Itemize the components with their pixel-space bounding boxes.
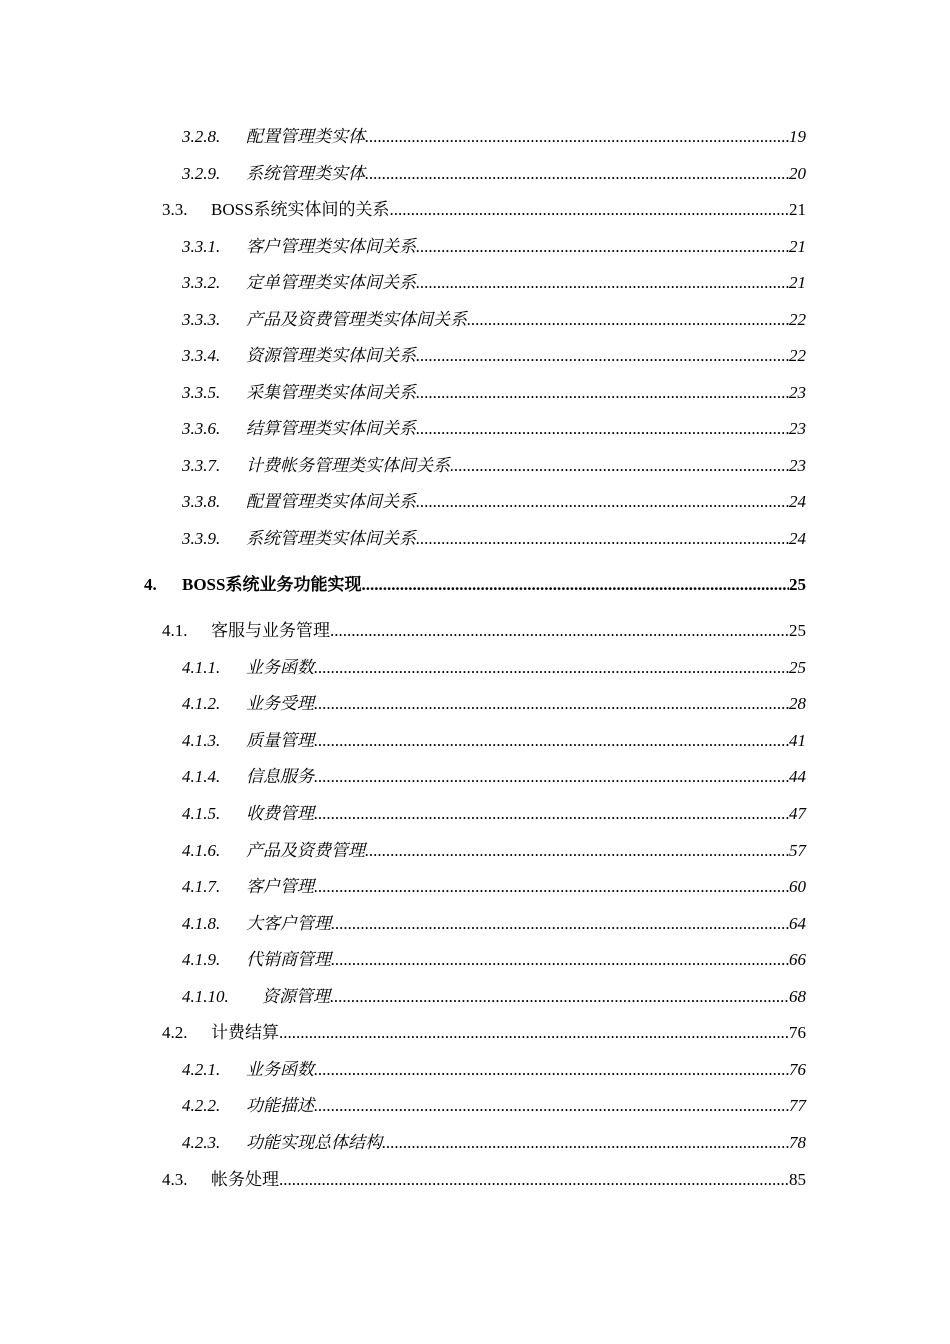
toc-dot-leader: [416, 380, 789, 406]
toc-entry-3-3-1[interactable]: [182, 234, 806, 260]
toc-dot-leader: [314, 728, 789, 754]
toc-entry-4-1-10[interactable]: [182, 984, 806, 1010]
toc-entry-title: 大客户管理: [246, 914, 331, 933]
toc-entry-title: BOSS系统实体间的关系: [211, 200, 390, 219]
toc-entry-title: 计费帐务管理类实体间关系: [246, 456, 450, 475]
toc-entry-number: 4.1.5.: [182, 804, 221, 823]
toc-entry-title: 采集管理类实体间关系: [246, 383, 416, 402]
toc-dot-leader: [382, 1130, 789, 1156]
toc-entry-3-3-9[interactable]: [182, 526, 806, 552]
toc-entry-3-3-5[interactable]: [182, 380, 806, 406]
toc-entry-4-1-8[interactable]: [182, 911, 806, 937]
toc-entry-page: 24: [789, 529, 806, 548]
toc-entry-number: 4.1.2.: [182, 694, 221, 713]
toc-entry-title: 配置管理类实体间关系: [246, 492, 416, 511]
toc-entry-page: 66: [789, 950, 806, 969]
toc-entry-3-3-3[interactable]: [182, 307, 806, 333]
toc-entry-page: 19: [789, 127, 806, 146]
toc-entry-page: 28: [789, 694, 806, 713]
toc-dot-leader: [314, 801, 789, 827]
toc-entry-title: 产品及资费管理: [246, 841, 365, 860]
toc-entry-number: 4.1.4.: [182, 767, 221, 786]
toc-entry-page: 76: [789, 1060, 806, 1079]
toc-entry-number: 4.1.6.: [182, 841, 221, 860]
toc-entry-title: 定单管理类实体间关系: [246, 273, 416, 292]
toc-entry-page: 76: [789, 1023, 806, 1042]
toc-entry-title: 信息服务: [246, 767, 314, 786]
toc-entry-title: 业务函数: [246, 658, 314, 677]
toc-entry-3-3-6[interactable]: [182, 416, 806, 442]
toc-entry-4-1-9[interactable]: [182, 947, 806, 973]
toc-dot-leader: [279, 1020, 789, 1046]
toc-dot-leader: [450, 453, 789, 479]
toc-entry-4-1-6[interactable]: [182, 838, 806, 864]
toc-entry-title: 配置管理类实体: [246, 127, 365, 146]
toc-entry-title: 系统管理类实体: [246, 164, 365, 183]
toc-entry-title: 结算管理类实体间关系: [246, 419, 416, 438]
toc-entry-title: 功能实现总体结构: [246, 1133, 382, 1152]
toc-entry-page: 20: [789, 164, 806, 183]
toc-entry-page: 25: [789, 658, 806, 677]
toc-entry-4-2[interactable]: [162, 1020, 806, 1046]
toc-entry-page: 60: [789, 877, 806, 896]
toc-entry-title: 资源管理类实体间关系: [246, 346, 416, 365]
toc-entry-title: 收费管理: [246, 804, 314, 823]
toc-entry-4-3[interactable]: [162, 1167, 806, 1193]
toc-entry-3-3-7[interactable]: [182, 453, 806, 479]
toc-entry-page: 22: [789, 346, 806, 365]
toc-entry-number: 4.2.2.: [182, 1096, 221, 1115]
toc-entry-page: 25: [789, 575, 806, 594]
toc-entry-title: 代销商管理: [246, 950, 331, 969]
toc-entry-4-1-1[interactable]: [182, 655, 806, 681]
toc-dot-leader: [416, 489, 789, 515]
toc-entry-page: 64: [789, 914, 806, 933]
toc-entry-3-3-2[interactable]: [182, 270, 806, 296]
toc-entry-3-3-4[interactable]: [182, 343, 806, 369]
toc-dot-leader: [361, 572, 789, 598]
toc-entry-4-2-2[interactable]: [182, 1093, 806, 1119]
toc-dot-leader: [331, 947, 789, 973]
toc-entry-number: 3.2.8.: [182, 127, 221, 146]
toc-entry-number: 3.3.6.: [182, 419, 221, 438]
toc-dot-leader: [365, 124, 789, 150]
toc-entry-number: 4.1.1.: [182, 658, 221, 677]
toc-dot-leader: [314, 874, 789, 900]
toc-entry-page: 23: [789, 456, 806, 475]
toc-entry-page: 23: [789, 419, 806, 438]
toc-entry-title: 产品及资费管理类实体间关系: [246, 310, 467, 329]
toc-entry-4-1-7[interactable]: [182, 874, 806, 900]
toc-entry-number: 3.3.5.: [182, 383, 221, 402]
toc-entry-4[interactable]: [144, 572, 806, 598]
toc-entry-page: 41: [789, 731, 806, 750]
toc-entry-title: 业务受理: [246, 694, 314, 713]
toc-entry-page: 77: [789, 1096, 806, 1115]
toc-entry-number: 3.3.1.: [182, 237, 221, 256]
toc-entry-title: 客户管理类实体间关系: [246, 237, 416, 256]
toc-dot-leader: [416, 416, 789, 442]
toc-dot-leader: [314, 655, 789, 681]
toc-entry-number: 4.2.: [162, 1023, 188, 1042]
toc-dot-leader: [416, 270, 789, 296]
toc-entry-4-1-4[interactable]: [182, 764, 806, 790]
toc-dot-leader: [365, 838, 789, 864]
toc-entry-page: 21: [789, 273, 806, 292]
toc-entry-number: 4.1.9.: [182, 950, 221, 969]
toc-entry-page: 57: [789, 841, 806, 860]
toc-entry-number: 3.3.9.: [182, 529, 221, 548]
toc-entry-3-3-8[interactable]: [182, 489, 806, 515]
toc-dot-leader: [314, 1057, 789, 1083]
toc-entry-title: 计费结算: [211, 1023, 279, 1042]
toc-entry-number: 3.2.9.: [182, 164, 221, 183]
toc-entry-title: 资源管理: [262, 987, 330, 1006]
toc-entry-4-1[interactable]: [162, 618, 806, 644]
toc-dot-leader: [467, 307, 789, 333]
toc-entry-number: 4.1.10.: [182, 987, 229, 1006]
toc-entry-4-1-3[interactable]: [182, 728, 806, 754]
toc-entry-number: 4.1.7.: [182, 877, 221, 896]
toc-entry-title: 质量管理: [246, 731, 314, 750]
toc-dot-leader: [330, 618, 789, 644]
toc-entry-number: 4.2.1.: [182, 1060, 221, 1079]
toc-dot-leader: [331, 911, 789, 937]
toc-entry-number: 4.2.3.: [182, 1133, 221, 1152]
toc-entry-page: 22: [789, 310, 806, 329]
toc-entry-title: 业务函数: [246, 1060, 314, 1079]
toc-entry-page: 85: [789, 1170, 806, 1189]
toc-entry-title: 帐务处理: [211, 1170, 279, 1189]
toc-entry-number: 4.: [144, 575, 157, 594]
toc-entry-number: 3.3.4.: [182, 346, 221, 365]
toc-entry-number: 3.3.2.: [182, 273, 221, 292]
toc-entry-4-1-2[interactable]: [182, 691, 806, 717]
toc-dot-leader: [330, 984, 789, 1010]
toc-dot-leader: [314, 1093, 789, 1119]
toc-entry-page: 78: [789, 1133, 806, 1152]
toc-entry-number: 3.3.8.: [182, 492, 221, 511]
toc-entry-3-3[interactable]: [162, 197, 806, 223]
toc-entry-number: 4.3.: [162, 1170, 188, 1189]
toc-entry-title: 功能描述: [246, 1096, 314, 1115]
toc-entry-title: 系统管理类实体间关系: [246, 529, 416, 548]
toc-entry-number: 3.3.7.: [182, 456, 221, 475]
toc-entry-number: 3.3.: [162, 200, 188, 219]
toc-entry-4-2-1[interactable]: [182, 1057, 806, 1083]
toc-entry-title: BOSS系统业务功能实现: [182, 575, 362, 594]
toc-entry-page: 68: [789, 987, 806, 1006]
toc-entry-4-2-3[interactable]: [182, 1130, 806, 1156]
toc-dot-leader: [365, 161, 789, 187]
toc-dot-leader: [390, 197, 789, 223]
toc-dot-leader: [416, 234, 789, 260]
toc-entry-page: 24: [789, 492, 806, 511]
toc-entry-3-2-8[interactable]: [182, 124, 806, 150]
toc-dot-leader: [416, 343, 789, 369]
toc-entry-number: 4.1.: [162, 621, 188, 640]
toc-entry-page: 44: [789, 767, 806, 786]
toc-entry-title: 客户管理: [246, 877, 314, 896]
toc-entry-page: 25: [789, 621, 806, 640]
toc-entry-page: 21: [789, 200, 806, 219]
toc-entry-number: 4.1.3.: [182, 731, 221, 750]
toc-entry-4-1-5[interactable]: [182, 801, 806, 827]
toc-dot-leader: [416, 526, 789, 552]
toc-entry-page: 23: [789, 383, 806, 402]
toc-entry-page: 47: [789, 804, 806, 823]
toc-entry-number: 4.1.8.: [182, 914, 221, 933]
toc-entry-title: 客服与业务管理: [211, 621, 330, 640]
toc-entry-page: 21: [789, 237, 806, 256]
toc-dot-leader: [314, 764, 789, 790]
toc-dot-leader: [279, 1167, 789, 1193]
toc-entry-3-2-9[interactable]: [182, 161, 806, 187]
toc-entry-number: 3.3.3.: [182, 310, 221, 329]
toc-dot-leader: [314, 691, 789, 717]
